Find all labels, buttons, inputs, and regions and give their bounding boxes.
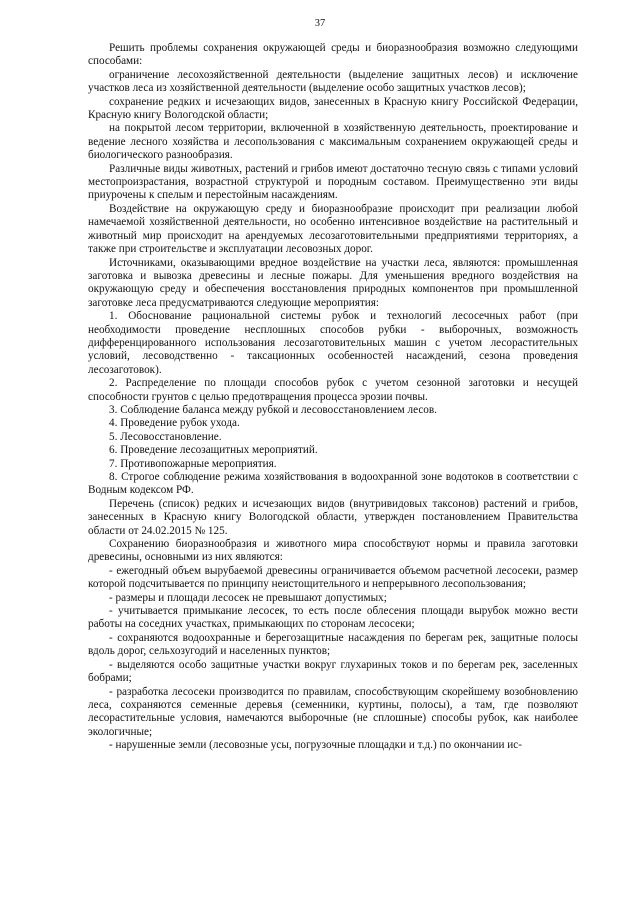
paragraph-9: Сохранению биоразнообразия и животного мира способствуют нормы и правила заготовки древесины, основными из них являются: (88, 538, 578, 564)
page-number: 37 (314, 18, 326, 29)
paragraph-4: на покрытой лесом территории, включенной в хозяйственную деятельность, проектирование и ведение лесного хозяйства и лесопользования с максимальным сохранением окружающей среды и биологического разнообразия. (88, 122, 578, 162)
dash-item-3: - учитывается примыкание лесосек, то есть после облесения площади вырубок можно вести работы на соседних участках, примыкающих по сторонам лесосеки; (88, 605, 578, 631)
paragraph-7: Источниками, оказывающими вредное воздействие на участки леса, являются: промышленная заготовка и вывозка древесины и лесные пожары. Для уменьшения вредного воздействия на окружающую среду и обеспечения восстановления природных компонентов при промышленной заготовке леса предусматриваются следующие мероприятия: (88, 256, 578, 309)
dash-item-2: - размеры и площади лесосек не превышают допустимых; (109, 591, 387, 604)
list-item-2: 2. Распределение по площади способов рубок с учетом сезонной заготовки и несущей способности грунтов с целью предотвращения процесса эрозии почвы. (88, 377, 578, 403)
paragraph-8: Перечень (список) редких и исчезающих видов (внутривидовых таксонов) растений и грибов, занесенных в Красную книгу Вологодской области, утвержден постановлением Правительства области от 24.02.2015 № 125. (88, 497, 578, 537)
list-item-5: 5. Лесовосстановление. (109, 430, 222, 443)
list-item-7: 7. Противопожарные мероприятия. (109, 457, 277, 470)
paragraph-3: сохранение редких и исчезающих видов, занесенных в Красную книгу Российской Федерации, Красную книгу Вологодской области; (88, 95, 578, 122)
dash-item-1: - ежегодный объем вырубаемой древесины ограничивается объемом расчетной лесосеки, размер которой подсчитывается по принципу неистощительного и непрерывного лесопользования; (88, 564, 578, 591)
dash-item-7: - нарушенные земли (лесовозные усы, погрузочные площадки и т.д.) по окончании ис- (109, 739, 522, 752)
list-item-1: 1. Обоснование рациональной системы рубок и технологий лесосечных работ (при необходимости проведение несплошных способов рубки - выборочных, возможность дифференцированного использования лесозаготовительных машин с учетом лесорастительных условий, лесоводственно - таксационных особенностей насаждений, сезона проведения лесозаготовок). (88, 310, 578, 376)
document-body (88, 42, 578, 753)
list-item-6: 6. Проведение лесозащитных мероприятий. (109, 444, 318, 457)
paragraph-1: Решить проблемы сохранения окружающей среды и биоразнообразия возможно следующими способами: (88, 42, 578, 68)
list-item-3: 3. Соблюдение баланса между рубкой и лесовосстановлением лесов. (109, 403, 437, 416)
paragraph-2: ограничение лесохозяйственной деятельности (выделение защитных лесов) и исключение участков леса из хозяйственной деятельности (выделение особо защитных участков лесов); (88, 68, 578, 95)
list-item-4: 4. Проведение рубок ухода. (109, 417, 240, 430)
dash-item-5: - выделяются особо защитные участки вокруг глухариных токов и по берегам рек, заселенных бобрами; (88, 658, 578, 685)
paragraph-5: Различные виды животных, растений и грибов имеют достаточно тесную связь с типами условий местопроизрастания, возрастной структурой и породным составом. Преимущественно эти виды приурочены к спелым и перестойным насаждениям. (88, 162, 578, 202)
paragraph-6: Воздействие на окружающую среду и биоразнообразие происходит при реализации любой намечаемой хозяйственной деятельности, но особенно интенсивное воздействие на растительный и животный мир происходит на арендуемых лесозаготовительными предприятиями территориях, а также при строительстве и эксплуатации лесовозных дорог. (88, 202, 578, 256)
list-item-8: 8. Строгое соблюдение режима хозяйствования в водоохранной зоне водотоков в соответствии с Водным кодексом РФ. (88, 471, 578, 497)
dash-item-6: - разработка лесосеки производится по правилам, способствующим скорейшему возобновлению леса, сохраняются семенные деревья (семенники, куртины, полосы), а там, где позволяют лесорастительные условия, намечаются выборочные (не сплошные) способы рубок, как наиболее экологичные; (88, 685, 578, 738)
dash-item-4: - сохраняются водоохранные и берегозащитные насаждения по берегам рек, защитные полосы вдоль дорог, сельхозугодий и населенных пунктов; (88, 631, 578, 658)
